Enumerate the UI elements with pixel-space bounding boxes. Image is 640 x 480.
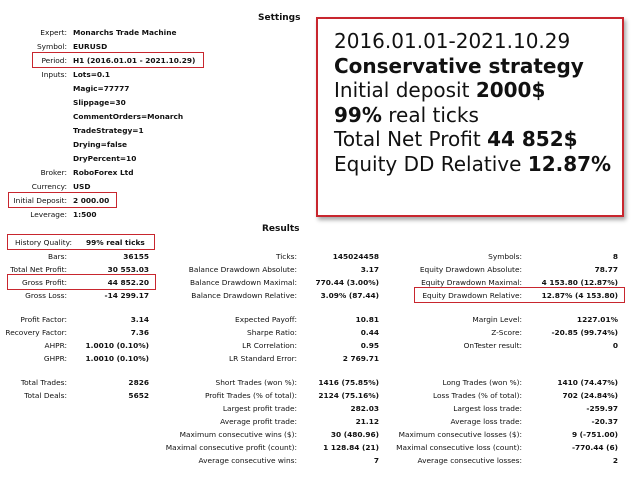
- results-value-expected-payoff: 10.81: [355, 315, 379, 324]
- results-value-average-loss-trade: -20.37: [591, 417, 618, 426]
- results-value-loss-trades: 702 (24.84%): [562, 391, 618, 400]
- results-value-ghpr: 1.0010 (0.10%): [85, 354, 149, 363]
- results-label-balance-dd-absolute: Balance Drawdown Absolute:: [188, 265, 297, 274]
- results-label-ahpr: AHPR:: [44, 341, 67, 350]
- results-label-total-trades: Total Trades:: [20, 378, 67, 387]
- results-value-total-trades: 2826: [128, 378, 149, 387]
- settings-value-trade-strategy: TradeStrategy=1: [73, 126, 144, 135]
- callout-equity-dd: Equity DD Relative 12.87%: [334, 151, 612, 176]
- results-value-profit-factor: 3.14: [130, 315, 149, 324]
- results-value-average-profit-trade: 21.12: [355, 417, 379, 426]
- results-value-largest-loss-trade: -259.97: [586, 404, 618, 413]
- results-label-equity-dd-relative: Equity Drawdown Relative:: [422, 291, 522, 300]
- highlight-equity-dd-relative: [414, 287, 625, 303]
- results-value-maximal-consecutive-loss: -770.44 (6): [571, 443, 618, 452]
- results-value-history-quality: 99% real ticks: [86, 238, 145, 247]
- settings-value-dry-percent: DryPercent=10: [73, 154, 137, 163]
- results-value-profit-trades: 2124 (75.16%): [318, 391, 379, 400]
- results-value-ahpr: 1.0010 (0.10%): [85, 341, 149, 350]
- settings-value-leverage: 1:500: [73, 210, 97, 219]
- settings-value-period: H1 (2016.01.01 - 2021.10.29): [73, 56, 196, 65]
- settings-label-expert: Expert:: [40, 28, 67, 37]
- settings-value-symbol: EURUSD: [73, 42, 108, 51]
- results-label-long-trades: Long Trades (won %):: [442, 378, 522, 387]
- results-value-short-trades: 1416 (75.85%): [318, 378, 379, 387]
- results-label-lr-standard-error: LR Standard Error:: [229, 354, 297, 363]
- results-label-lr-correlation: LR Correlation:: [242, 341, 297, 350]
- results-label-expected-payoff: Expected Payoff:: [235, 315, 297, 324]
- highlight-history-quality: [7, 234, 155, 250]
- results-label-average-profit-trade: Average profit trade:: [220, 417, 297, 426]
- results-value-ontester-result: 0: [612, 341, 618, 350]
- results-value-balance-dd-relative: 3.09% (87.44): [320, 291, 379, 300]
- results-value-gross-profit: 44 852.20: [107, 278, 149, 287]
- results-value-gross-loss: -14 299.17: [104, 291, 149, 300]
- settings-value-initial-deposit: 2 000.00: [73, 196, 110, 205]
- results-label-average-loss-trade: Average loss trade:: [450, 417, 522, 426]
- results-label-gross-loss: Gross Loss:: [25, 291, 67, 300]
- results-label-profit-factor: Profit Factor:: [20, 315, 67, 324]
- results-label-maximal-consecutive-loss: Maximal consecutive loss (count):: [396, 443, 522, 452]
- results-value-max-consecutive-losses: 9 (-751.00): [571, 430, 618, 439]
- highlight-initial-deposit: [8, 192, 117, 208]
- results-value-equity-dd-relative: 12.87% (4 153.80): [541, 291, 618, 300]
- results-value-recovery-factor: 7.36: [130, 328, 149, 337]
- settings-label-symbol: Symbol:: [36, 42, 67, 51]
- callout-strategy: Conservative strategy: [334, 53, 584, 78]
- results-label-max-consecutive-wins: Maximum consecutive wins ($):: [179, 430, 297, 439]
- results-label-balance-dd-relative: Balance Drawdown Relative:: [191, 291, 297, 300]
- results-label-gross-profit: Gross Profit:: [22, 278, 67, 287]
- results-label-balance-dd-maximal: Balance Drawdown Maximal:: [189, 278, 297, 287]
- callout-initial-deposit: Initial deposit 2000$: [334, 78, 546, 102]
- settings-label-inputs: Inputs:: [41, 70, 67, 79]
- results-label-short-trades: Short Trades (won %):: [215, 378, 297, 387]
- settings-label-currency: Currency:: [31, 182, 67, 191]
- results-label-average-consecutive-losses: Average consecutive losses:: [417, 456, 522, 465]
- results-label-ticks: Ticks:: [275, 252, 297, 261]
- settings-value-slippage: Slippage=30: [73, 98, 126, 107]
- callout-net-profit: Total Net Profit 44 852$: [334, 127, 578, 151]
- results-label-total-deals: Total Deals:: [24, 391, 67, 400]
- results-label-ontester-result: OnTester result:: [463, 341, 522, 350]
- results-value-total-net-profit: 30 553.03: [107, 265, 149, 274]
- results-value-margin-level: 1227.01%: [576, 315, 618, 324]
- results-label-average-consecutive-wins: Average consecutive wins:: [198, 456, 297, 465]
- settings-value-comment-orders: CommentOrders=Monarch: [73, 112, 184, 121]
- settings-label-leverage: Leverage:: [30, 210, 67, 219]
- settings-label-period: Period:: [41, 56, 67, 65]
- callout-period: 2016.01.01-2021.10.29: [334, 29, 571, 53]
- results-value-ticks: 145024458: [332, 252, 379, 261]
- results-label-symbols: Symbols:: [488, 252, 522, 261]
- results-value-average-consecutive-losses: 2: [612, 456, 618, 465]
- results-title: Results: [262, 224, 300, 234]
- settings-value-currency: USD: [73, 182, 91, 191]
- settings-label-initial-deposit: Initial Deposit:: [13, 196, 67, 205]
- results-label-maximal-consecutive-profit: Maximal consecutive profit (count):: [165, 443, 297, 452]
- results-label-history-quality: History Quality:: [14, 238, 72, 247]
- results-label-z-score: Z-Score:: [491, 328, 522, 337]
- settings-value-expert: Monarchs Trade Machine: [73, 28, 177, 37]
- highlight-gross-profit: [7, 274, 156, 290]
- settings-value-drying: Drying=false: [73, 140, 128, 149]
- results-label-total-net-profit: Total Net Profit:: [10, 265, 67, 274]
- results-label-equity-dd-absolute: Equity Drawdown Absolute:: [419, 265, 522, 274]
- results-value-z-score: -20.85 (99.74%): [551, 328, 618, 337]
- callout-real-ticks: 99% real ticks: [334, 102, 479, 127]
- results-label-recovery-factor: Recovery Factor:: [5, 328, 67, 337]
- results-label-max-consecutive-losses: Maximum consecutive losses ($):: [398, 430, 522, 439]
- results-value-symbols: 8: [612, 252, 618, 261]
- settings-value-broker: RoboForex Ltd: [73, 168, 134, 177]
- results-value-total-deals: 5652: [128, 391, 149, 400]
- results-value-bars: 36155: [123, 252, 149, 261]
- results-label-bars: Bars:: [48, 252, 67, 261]
- results-label-margin-level: Margin Level:: [472, 315, 522, 324]
- results-label-largest-loss-trade: Largest loss trade:: [453, 404, 522, 413]
- summary-callout: [316, 17, 624, 217]
- results-value-largest-profit-trade: 282.03: [350, 404, 379, 413]
- results-value-balance-dd-maximal: 770.44 (3.00%): [315, 278, 379, 287]
- results-value-average-consecutive-wins: 7: [373, 456, 379, 465]
- results-value-max-consecutive-wins: 30 (480.96): [330, 430, 379, 439]
- settings-label-broker: Broker:: [40, 168, 67, 177]
- results-label-ghpr: GHPR:: [43, 354, 67, 363]
- results-label-sharpe-ratio: Sharpe Ratio:: [247, 328, 297, 337]
- results-value-lr-correlation: 0.95: [360, 341, 379, 350]
- results-value-equity-dd-absolute: 78.77: [594, 265, 618, 274]
- results-value-balance-dd-absolute: 3.17: [360, 265, 379, 274]
- settings-value-lots: Lots=0.1: [73, 70, 111, 79]
- results-value-equity-dd-maximal: 4 153.80 (12.87%): [541, 278, 618, 287]
- results-value-maximal-consecutive-profit: 1 128.84 (21): [323, 443, 379, 452]
- results-label-profit-trades: Profit Trades (% of total):: [204, 391, 297, 400]
- results-value-lr-standard-error: 2 769.71: [342, 354, 379, 363]
- results-label-equity-dd-maximal: Equity Drawdown Maximal:: [421, 278, 522, 287]
- settings-title: Settings: [258, 13, 301, 23]
- highlight-period: [32, 52, 204, 68]
- results-label-loss-trades: Loss Trades (% of total):: [433, 391, 522, 400]
- results-value-sharpe-ratio: 0.44: [360, 328, 379, 337]
- settings-value-magic: Magic=77777: [73, 84, 130, 93]
- results-label-largest-profit-trade: Largest profit trade:: [222, 404, 297, 413]
- results-value-long-trades: 1410 (74.47%): [557, 378, 618, 387]
